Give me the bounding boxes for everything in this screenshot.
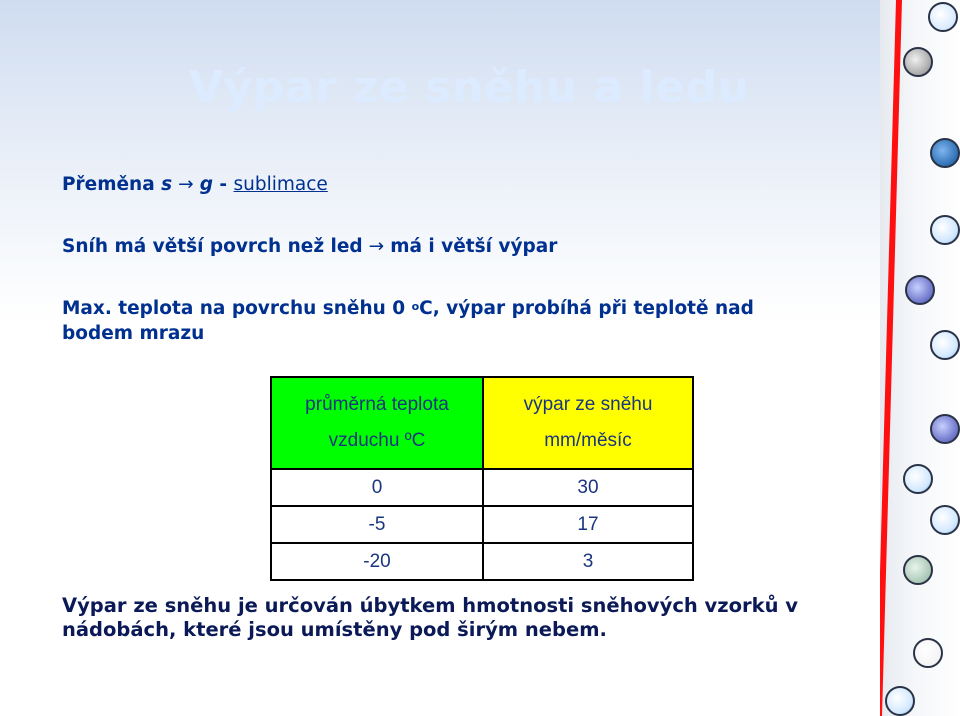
cell-temperature: 0 [271, 469, 483, 506]
decorative-circle-icon [905, 275, 935, 305]
line-sublimation [62, 174, 328, 195]
decorative-circle-icon [930, 505, 960, 535]
line2-text-b: má i větší výpar [390, 236, 558, 257]
line-max-temperature [62, 296, 822, 346]
phase-g: g [199, 174, 213, 195]
decorative-circle-icon [930, 215, 960, 245]
header-temperature-line2: vzduchu ºC [328, 430, 426, 451]
degree-sup: o [411, 300, 420, 313]
arrow-icon: → [178, 174, 194, 195]
decorative-circle-icon [903, 47, 933, 77]
decorative-circle-icon [930, 138, 960, 168]
header-temperature [271, 377, 483, 469]
cell-temperature: -20 [271, 543, 483, 580]
line1-text: Přeměna [62, 174, 162, 195]
slide-title: Výpar ze sněhu a ledu [189, 62, 750, 113]
line1-dash: - [212, 174, 234, 195]
cell-evaporation: 30 [483, 469, 693, 506]
line3-text-a: Max. teplota na povrchu sněhu 0 [62, 298, 412, 319]
table-row [271, 543, 693, 580]
decorative-circle-icon [928, 2, 958, 32]
table-row [271, 469, 693, 506]
decorative-circle-icon [903, 464, 933, 494]
decorative-circle-icon [913, 638, 943, 668]
line2-text-a: Sníh má větší povrch než led [62, 236, 363, 257]
phase-s: s [161, 174, 173, 195]
cell-temperature: -5 [271, 506, 483, 543]
header-evaporation [483, 377, 693, 469]
sublimation-link[interactable]: sublimace [233, 174, 328, 195]
decorative-circle-icon [903, 555, 933, 585]
table-header-row [271, 377, 693, 469]
line3-text-b: C, výpar probíhá při teplotě nad bodem mrazu [62, 298, 754, 344]
arrow-icon: → [368, 236, 385, 257]
header-evaporation-line2: mm/měsíc [544, 430, 632, 451]
red-stripe [880, 0, 902, 716]
header-evaporation-line1: výpar ze sněhu [523, 394, 653, 415]
cell-evaporation: 3 [483, 543, 693, 580]
line-surface [62, 236, 557, 257]
decorative-circle-icon [930, 414, 960, 444]
evaporation-table [270, 376, 694, 581]
decorative-circle-icon [930, 330, 960, 360]
decorative-circle-icon [885, 686, 915, 716]
table-row [271, 506, 693, 543]
header-temperature-line1: průměrná teplota [305, 394, 449, 415]
cell-evaporation: 17 [483, 506, 693, 543]
footer-text: Výpar ze sněhu je určován úbytkem hmotnosti sněhových vzorků v nádobách, které jsou umístěny pod širým nebem. [62, 594, 798, 641]
